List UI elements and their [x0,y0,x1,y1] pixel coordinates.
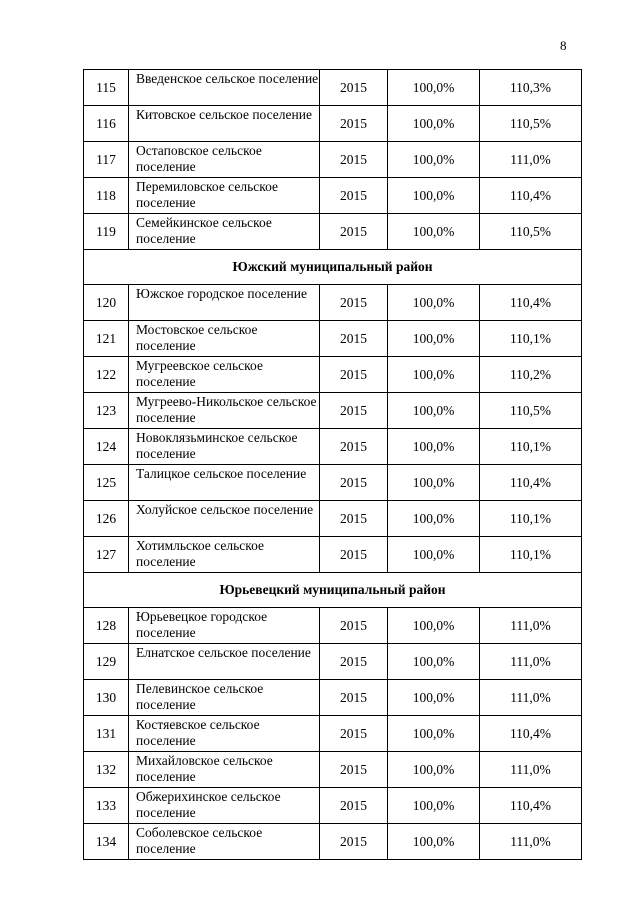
percent-cell-2: 110,5% [480,393,582,429]
percent-cell-2: 111,0% [480,824,582,860]
percent-cell-1: 100,0% [388,393,480,429]
percent-cell-1: 100,0% [388,608,480,644]
year-cell: 2015 [320,106,388,142]
table-row [84,608,582,644]
row-number: 118 [84,178,129,214]
year-cell: 2015 [320,285,388,321]
percent-cell-2: 110,4% [480,465,582,501]
section-header-row [84,573,582,608]
table-row [84,716,582,752]
table-row [84,752,582,788]
row-number: 128 [84,608,129,644]
percent-cell-2: 111,0% [480,142,582,178]
row-number: 115 [84,70,129,106]
settlement-name: Китовское сельское поселение [129,106,320,142]
year-cell: 2015 [320,178,388,214]
percent-cell-1: 100,0% [388,465,480,501]
percent-cell-1: 100,0% [388,501,480,537]
percent-cell-2: 111,0% [480,644,582,680]
table-row [84,321,582,357]
percent-cell-1: 100,0% [388,214,480,250]
table-row [84,824,582,860]
settlement-name: Елнатское сельское поселение [129,644,320,680]
settlement-name: Пелевинское сельское поселение [129,680,320,716]
percent-cell-2: 110,5% [480,214,582,250]
year-cell: 2015 [320,644,388,680]
table-body [84,70,582,860]
table-row [84,70,582,106]
percent-cell-1: 100,0% [388,321,480,357]
percent-cell-2: 110,2% [480,357,582,393]
year-cell: 2015 [320,501,388,537]
row-number: 121 [84,321,129,357]
settlement-name: Мостовское сельское поселение [129,321,320,357]
table-row [84,429,582,465]
row-number: 122 [84,357,129,393]
table-row [84,788,582,824]
settlement-name: Семейкинское сельское поселение [129,214,320,250]
year-cell: 2015 [320,716,388,752]
settlement-name: Костяевское сельское поселение [129,716,320,752]
settlement-name: Соболевское сельское поселение [129,824,320,860]
percent-cell-2: 110,4% [480,788,582,824]
year-cell: 2015 [320,429,388,465]
table-row [84,537,582,573]
settlement-name: Юрьевецкое городское поселение [129,608,320,644]
row-number: 127 [84,537,129,573]
percent-cell-1: 100,0% [388,752,480,788]
percent-cell-2: 110,1% [480,429,582,465]
row-number: 116 [84,106,129,142]
row-number: 124 [84,429,129,465]
percent-cell-1: 100,0% [388,716,480,752]
percent-cell-2: 110,1% [480,537,582,573]
settlement-name: Новоклязьминское сельское поселение [129,429,320,465]
percent-cell-1: 100,0% [388,178,480,214]
percent-cell-2: 110,4% [480,178,582,214]
row-number: 117 [84,142,129,178]
percent-cell-1: 100,0% [388,70,480,106]
table-row [84,214,582,250]
percent-cell-1: 100,0% [388,142,480,178]
percent-cell-2: 110,4% [480,716,582,752]
table-row [84,680,582,716]
year-cell: 2015 [320,788,388,824]
percent-cell-1: 100,0% [388,788,480,824]
percent-cell-2: 111,0% [480,752,582,788]
year-cell: 2015 [320,824,388,860]
row-number: 129 [84,644,129,680]
table-row [84,393,582,429]
table-row [84,142,582,178]
row-number: 130 [84,680,129,716]
table-row [84,106,582,142]
table-row [84,285,582,321]
table-row [84,357,582,393]
row-number: 131 [84,716,129,752]
percent-cell-2: 110,1% [480,501,582,537]
percent-cell-2: 110,3% [480,70,582,106]
page-number: 8 [560,38,567,53]
settlement-name: Введенское сельское поселение [129,70,320,106]
percent-cell-2: 111,0% [480,608,582,644]
percent-cell-2: 110,1% [480,321,582,357]
row-number: 126 [84,501,129,537]
percent-cell-1: 100,0% [388,644,480,680]
settlement-name: Талицкое сельское поселение [129,465,320,501]
year-cell: 2015 [320,752,388,788]
section-title: Юрьевецкий муниципальный район [84,573,582,608]
year-cell: 2015 [320,680,388,716]
row-number: 132 [84,752,129,788]
settlement-name: Хотимльское сельское поселение [129,537,320,573]
row-number: 119 [84,214,129,250]
settlement-name: Перемиловское сельское поселение [129,178,320,214]
year-cell: 2015 [320,214,388,250]
percent-cell-2: 110,4% [480,285,582,321]
settlement-name: Холуйское сельское поселение [129,501,320,537]
data-table [83,69,582,860]
percent-cell-1: 100,0% [388,285,480,321]
percent-cell-2: 110,5% [480,106,582,142]
settlement-name: Михайловское сельское поселение [129,752,320,788]
percent-cell-1: 100,0% [388,429,480,465]
section-title: Южский муниципальный район [84,250,582,285]
table-row [84,465,582,501]
percent-cell-1: 100,0% [388,537,480,573]
settlement-name: Обжерихинское сельское поселение [129,788,320,824]
percent-cell-2: 111,0% [480,680,582,716]
percent-cell-1: 100,0% [388,106,480,142]
table-row [84,178,582,214]
row-number: 120 [84,285,129,321]
percent-cell-1: 100,0% [388,824,480,860]
row-number: 134 [84,824,129,860]
year-cell: 2015 [320,608,388,644]
percent-cell-1: 100,0% [388,357,480,393]
year-cell: 2015 [320,537,388,573]
table-row [84,501,582,537]
section-header-row [84,250,582,285]
settlement-name: Мугреево-Никольское сельское поселение [129,393,320,429]
year-cell: 2015 [320,357,388,393]
year-cell: 2015 [320,393,388,429]
row-number: 123 [84,393,129,429]
row-number: 133 [84,788,129,824]
settlement-name: Южское городское поселение [129,285,320,321]
year-cell: 2015 [320,70,388,106]
settlement-name: Остаповское сельское поселение [129,142,320,178]
row-number: 125 [84,465,129,501]
year-cell: 2015 [320,142,388,178]
table-row [84,644,582,680]
year-cell: 2015 [320,465,388,501]
year-cell: 2015 [320,321,388,357]
settlement-name: Мугреевское сельское поселение [129,357,320,393]
percent-cell-1: 100,0% [388,680,480,716]
